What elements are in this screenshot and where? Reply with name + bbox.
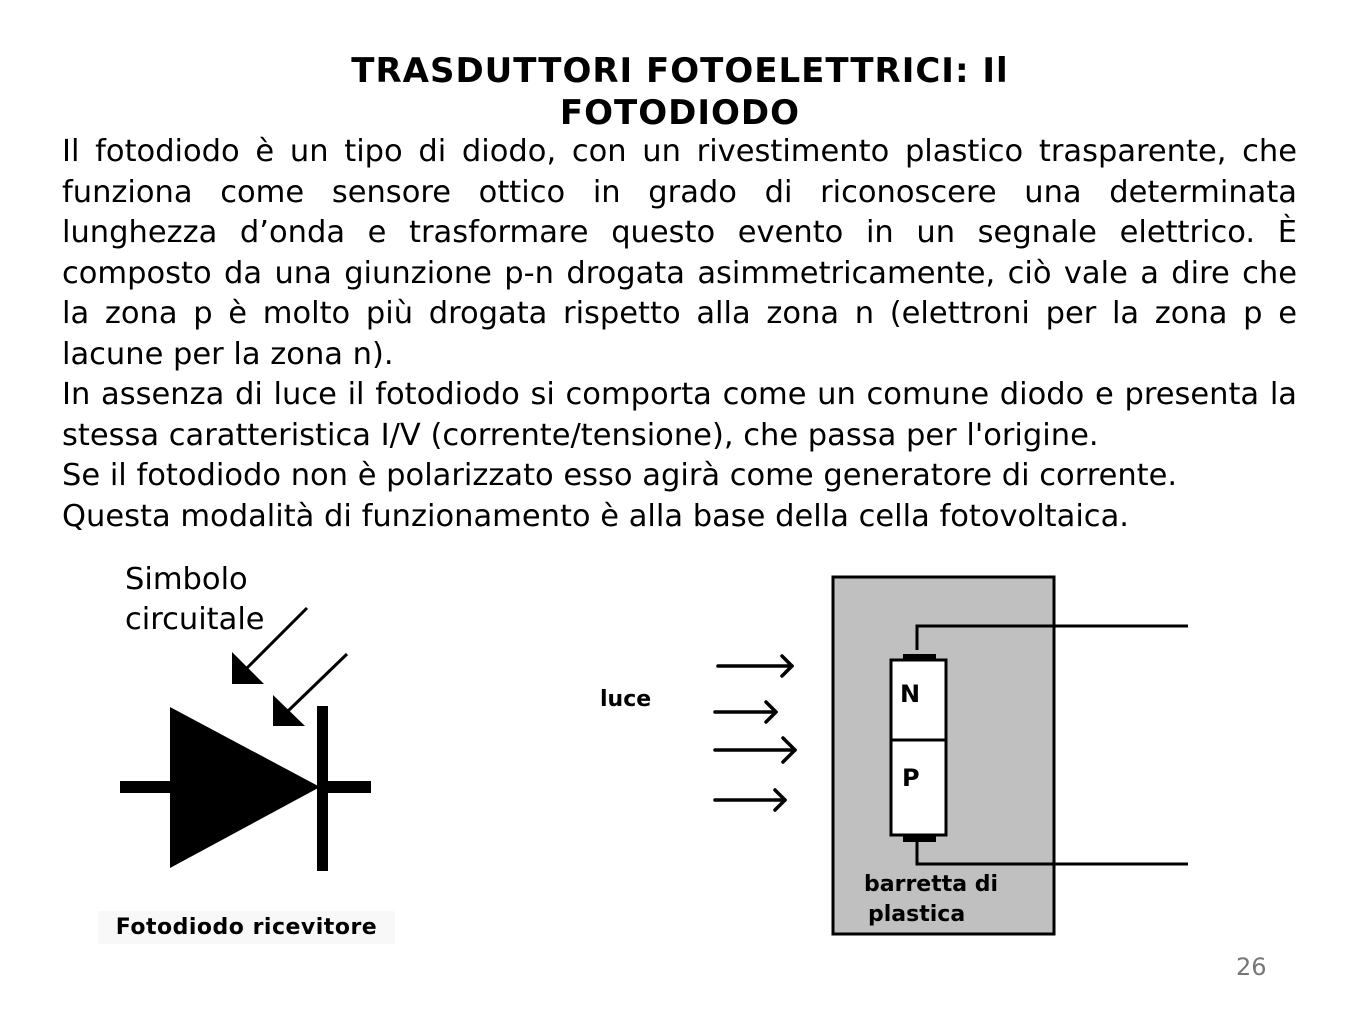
symbol-label-line-2: circuitale — [125, 602, 265, 637]
p-label: P — [902, 764, 920, 792]
paragraph-3: Se il fotodiodo non è polarizzato esso agirà come generatore di corrente. — [62, 458, 1178, 493]
bar-label-line-1: barretta di — [864, 872, 999, 897]
bar-label-line-2: plastica — [868, 902, 966, 927]
paragraph-1: Il fotodiodo è un tipo di diodo, con un rivestimento plastico trasparente, che funziona come sensore ottico in grado di riconoscere una determinata lunghezza d’onda e trasformare questo evento in un segnale elettrico. È composto da una giunzione p-n drogata asimmetricamente, ciò vale a dire che la zona p è molto più drogata rispetto alla zona n (elettroni per la zona p e lacune per la zona n). — [62, 134, 1297, 372]
slide-title-line-2: FOTODIODO — [559, 93, 801, 133]
n-label: N — [900, 680, 921, 708]
page-number: 26 — [1236, 953, 1267, 981]
paragraph-4: Questa modalità di funzionamento è alla base della cella fotovoltaica. — [62, 498, 1129, 534]
light-label: luce — [600, 687, 652, 712]
symbol-label-line-1: Simbolo — [125, 562, 248, 597]
light-arrow-icon — [715, 656, 795, 810]
paragraph-2: In assenza di luce il fotodiodo si comporta come un comune diodo e presenta la stessa caratteristica I/V (corrente/tensione), che passa per l'origine. — [62, 377, 1297, 453]
slide-title-line-1: TRASDUTTORI FOTOELETTRICI: Il — [351, 51, 1009, 91]
symbol-caption: Fotodiodo ricevitore — [98, 911, 395, 944]
